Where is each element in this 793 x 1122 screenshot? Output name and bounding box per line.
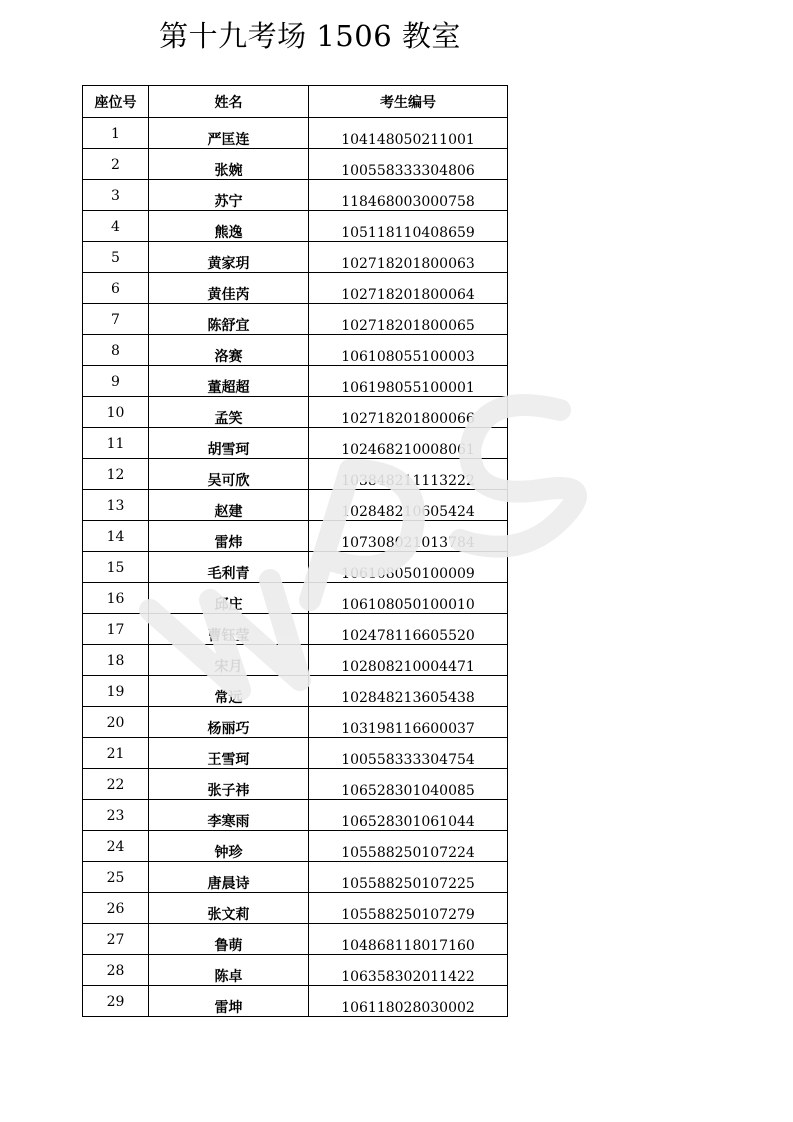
table-row bbox=[83, 707, 508, 738]
exam-id-cell bbox=[309, 614, 508, 645]
exam-id-cell bbox=[309, 862, 508, 893]
seat-cell-text: 25 bbox=[106, 870, 125, 886]
name-cell-text: 李寒雨 bbox=[207, 814, 250, 830]
name-cell-text: 张文莉 bbox=[207, 907, 250, 923]
name-cell-text: 黄佳芮 bbox=[207, 287, 250, 303]
seat-cell-text: 4 bbox=[111, 219, 120, 235]
header-name: 姓名 bbox=[149, 86, 309, 118]
seat-cell-text: 15 bbox=[106, 560, 125, 576]
table-row bbox=[83, 428, 508, 459]
table-row bbox=[83, 366, 508, 397]
seat-cell-text: 7 bbox=[111, 312, 120, 328]
table-header-row bbox=[83, 86, 508, 118]
seat-cell-text: 14 bbox=[106, 529, 125, 545]
name-cell-text: 钟珍 bbox=[214, 845, 243, 861]
name-cell-text: 赵建 bbox=[214, 504, 243, 520]
name-cell bbox=[149, 645, 309, 676]
name-cell bbox=[149, 459, 309, 490]
name-cell bbox=[149, 676, 309, 707]
name-cell bbox=[149, 893, 309, 924]
seat-cell bbox=[83, 614, 149, 645]
table-row bbox=[83, 986, 508, 1017]
seat-cell-text: 21 bbox=[106, 746, 125, 762]
seat-cell bbox=[83, 366, 149, 397]
seat-cell bbox=[83, 335, 149, 366]
table-row bbox=[83, 831, 508, 862]
exam-id-cell bbox=[309, 924, 508, 955]
seat-cell-text: 27 bbox=[106, 932, 125, 948]
exam-id-cell bbox=[309, 459, 508, 490]
exam-id-cell-text: 102718201800065 bbox=[341, 318, 475, 334]
seat-cell bbox=[83, 428, 149, 459]
seat-cell-text: 5 bbox=[111, 250, 120, 266]
exam-id-cell bbox=[309, 893, 508, 924]
seat-cell bbox=[83, 738, 149, 769]
seat-cell bbox=[83, 986, 149, 1017]
table-row bbox=[83, 459, 508, 490]
seat-cell-text: 24 bbox=[106, 839, 125, 855]
exam-id-cell-text: 102468210008061 bbox=[341, 442, 475, 458]
seat-cell-text: 22 bbox=[106, 777, 125, 793]
table-row bbox=[83, 118, 508, 149]
table-row bbox=[83, 180, 508, 211]
name-cell bbox=[149, 335, 309, 366]
name-cell-text: 唐晨诗 bbox=[207, 876, 250, 892]
exam-id-cell-text: 102718201800063 bbox=[341, 256, 475, 272]
seat-cell bbox=[83, 955, 149, 986]
exam-id-cell-text: 106528301040085 bbox=[341, 783, 475, 799]
exam-id-cell bbox=[309, 800, 508, 831]
seating-table bbox=[82, 85, 508, 1017]
exam-id-cell-text: 100558333304806 bbox=[341, 163, 475, 179]
exam-id-cell-text: 118468003000758 bbox=[341, 194, 475, 210]
seat-cell-text: 11 bbox=[106, 436, 125, 452]
header-exam-id: 考生编号 bbox=[309, 86, 508, 118]
name-cell bbox=[149, 831, 309, 862]
table-row bbox=[83, 893, 508, 924]
name-cell bbox=[149, 800, 309, 831]
seat-cell bbox=[83, 552, 149, 583]
seat-cell-text: 17 bbox=[106, 622, 125, 638]
exam-id-cell-text: 105118110408659 bbox=[341, 225, 475, 241]
seat-cell bbox=[83, 459, 149, 490]
table-row bbox=[83, 242, 508, 273]
exam-id-cell-text: 102718201800064 bbox=[341, 287, 475, 303]
name-cell-text: 胡雪珂 bbox=[207, 442, 250, 458]
exam-id-cell-text: 106528301061044 bbox=[341, 814, 475, 830]
table-row bbox=[83, 521, 508, 552]
seat-cell bbox=[83, 242, 149, 273]
name-cell bbox=[149, 862, 309, 893]
table-row bbox=[83, 676, 508, 707]
exam-id-cell bbox=[309, 707, 508, 738]
exam-id-cell-text: 106198055100001 bbox=[341, 380, 475, 396]
table-row bbox=[83, 769, 508, 800]
exam-id-cell-text: 105588250107279 bbox=[341, 907, 475, 923]
seat-cell-text: 28 bbox=[106, 963, 125, 979]
exam-id-cell-text: 102848210605424 bbox=[341, 504, 475, 520]
table-row bbox=[83, 583, 508, 614]
seat-cell-text: 2 bbox=[111, 157, 120, 173]
seat-cell bbox=[83, 304, 149, 335]
exam-id-cell bbox=[309, 986, 508, 1017]
exam-id-cell bbox=[309, 955, 508, 986]
name-cell bbox=[149, 118, 309, 149]
name-cell bbox=[149, 397, 309, 428]
exam-id-cell-text: 102718201800066 bbox=[341, 411, 475, 427]
exam-id-cell bbox=[309, 645, 508, 676]
name-cell bbox=[149, 769, 309, 800]
seat-cell bbox=[83, 211, 149, 242]
name-cell bbox=[149, 211, 309, 242]
exam-id-cell-text: 106108055100003 bbox=[341, 349, 475, 365]
exam-id-cell-text: 102478116605520 bbox=[341, 628, 475, 644]
name-cell-text: 张子祎 bbox=[207, 783, 250, 799]
name-cell-text: 张婉 bbox=[214, 163, 243, 179]
exam-id-cell bbox=[309, 397, 508, 428]
table-row bbox=[83, 614, 508, 645]
name-cell-text: 苏宁 bbox=[214, 194, 243, 210]
name-cell-text: 雷坤 bbox=[214, 1000, 243, 1016]
exam-id-cell-text: 106108050100010 bbox=[341, 597, 475, 613]
name-cell bbox=[149, 180, 309, 211]
seat-cell bbox=[83, 180, 149, 211]
exam-id-cell bbox=[309, 552, 508, 583]
name-cell-text: 严匡连 bbox=[207, 132, 250, 148]
seat-cell bbox=[83, 707, 149, 738]
seat-cell-text: 18 bbox=[106, 653, 125, 669]
table-row bbox=[83, 645, 508, 676]
exam-id-cell bbox=[309, 831, 508, 862]
table-row bbox=[83, 273, 508, 304]
name-cell bbox=[149, 490, 309, 521]
seat-cell-text: 23 bbox=[106, 808, 125, 824]
name-cell bbox=[149, 955, 309, 986]
exam-id-cell bbox=[309, 180, 508, 211]
seat-cell bbox=[83, 273, 149, 304]
seat-cell-text: 20 bbox=[106, 715, 125, 731]
exam-id-cell bbox=[309, 273, 508, 304]
exam-id-cell-text: 106358302011422 bbox=[341, 969, 475, 985]
name-cell bbox=[149, 521, 309, 552]
exam-id-cell bbox=[309, 738, 508, 769]
seat-cell bbox=[83, 645, 149, 676]
exam-id-cell bbox=[309, 428, 508, 459]
exam-id-cell bbox=[309, 118, 508, 149]
table-row bbox=[83, 149, 508, 180]
table-row bbox=[83, 335, 508, 366]
name-cell-text: 董超超 bbox=[207, 380, 250, 396]
seat-cell-text: 3 bbox=[111, 188, 120, 204]
seat-cell bbox=[83, 800, 149, 831]
exam-id-cell-text: 106118028030002 bbox=[341, 1000, 475, 1016]
name-cell bbox=[149, 552, 309, 583]
name-cell-text: 王雪珂 bbox=[207, 752, 250, 768]
name-cell-text: 黄家玥 bbox=[207, 256, 250, 272]
name-cell-text: 毛利青 bbox=[207, 566, 250, 582]
exam-id-cell bbox=[309, 583, 508, 614]
exam-id-cell bbox=[309, 521, 508, 552]
name-cell bbox=[149, 986, 309, 1017]
seat-cell-text: 16 bbox=[106, 591, 125, 607]
seat-cell-text: 12 bbox=[106, 467, 125, 483]
table-row bbox=[83, 552, 508, 583]
seat-cell bbox=[83, 149, 149, 180]
name-cell bbox=[149, 273, 309, 304]
name-cell-text: 常远 bbox=[214, 690, 243, 706]
name-cell-text: 孟笑 bbox=[214, 411, 243, 427]
name-cell-text: 雷炜 bbox=[214, 535, 243, 551]
name-cell-text: 熊逸 bbox=[214, 225, 243, 241]
exam-id-cell bbox=[309, 490, 508, 521]
header-seat: 座位号 bbox=[83, 86, 149, 118]
seat-cell-text: 13 bbox=[106, 498, 125, 514]
exam-id-cell-text: 104148050211001 bbox=[341, 132, 475, 148]
seat-cell-text: 9 bbox=[111, 374, 120, 390]
seat-cell bbox=[83, 118, 149, 149]
exam-id-cell-text: 102808210004471 bbox=[341, 659, 475, 675]
seat-cell bbox=[83, 924, 149, 955]
seat-cell bbox=[83, 769, 149, 800]
table-row bbox=[83, 924, 508, 955]
exam-id-cell-text: 102848213605438 bbox=[341, 690, 475, 706]
seat-cell-text: 19 bbox=[106, 684, 125, 700]
name-cell bbox=[149, 366, 309, 397]
seat-cell bbox=[83, 521, 149, 552]
table-row bbox=[83, 397, 508, 428]
exam-id-cell-text: 100558333304754 bbox=[341, 752, 475, 768]
seat-cell-text: 10 bbox=[106, 405, 125, 421]
table-row bbox=[83, 862, 508, 893]
exam-id-cell-text: 106108050100009 bbox=[341, 566, 475, 582]
seat-cell bbox=[83, 490, 149, 521]
seat-cell bbox=[83, 397, 149, 428]
name-cell-text: 邱庄 bbox=[214, 597, 243, 613]
exam-id-cell-text: 105588250107225 bbox=[341, 876, 475, 892]
seat-cell-text: 29 bbox=[106, 994, 125, 1010]
table-row bbox=[83, 955, 508, 986]
seat-cell bbox=[83, 893, 149, 924]
name-cell-text: 曹钰莹 bbox=[207, 628, 250, 644]
name-cell bbox=[149, 583, 309, 614]
seat-cell-text: 26 bbox=[106, 901, 125, 917]
seat-cell bbox=[83, 862, 149, 893]
name-cell-text: 陈舒宜 bbox=[207, 318, 250, 334]
table-row bbox=[83, 738, 508, 769]
name-cell bbox=[149, 242, 309, 273]
exam-id-cell bbox=[309, 366, 508, 397]
exam-id-cell-text: 105588250107224 bbox=[341, 845, 475, 861]
exam-id-cell-text: 103198116600037 bbox=[341, 721, 475, 737]
name-cell bbox=[149, 707, 309, 738]
name-cell bbox=[149, 738, 309, 769]
exam-id-cell bbox=[309, 242, 508, 273]
exam-id-cell-text: 103848211113222 bbox=[341, 473, 475, 489]
exam-id-cell-text: 107308021013784 bbox=[341, 535, 475, 551]
name-cell bbox=[149, 614, 309, 645]
exam-id-cell bbox=[309, 211, 508, 242]
name-cell-text: 陈卓 bbox=[214, 969, 243, 985]
table-row bbox=[83, 800, 508, 831]
name-cell-text: 宋月 bbox=[214, 659, 243, 675]
table-row bbox=[83, 304, 508, 335]
exam-id-cell bbox=[309, 769, 508, 800]
seat-cell-text: 1 bbox=[111, 126, 120, 142]
name-cell bbox=[149, 304, 309, 335]
exam-id-cell bbox=[309, 335, 508, 366]
seat-cell-text: 8 bbox=[111, 343, 120, 359]
seat-cell bbox=[83, 831, 149, 862]
name-cell bbox=[149, 149, 309, 180]
seat-cell-text: 6 bbox=[111, 281, 120, 297]
name-cell bbox=[149, 924, 309, 955]
seat-cell bbox=[83, 676, 149, 707]
name-cell-text: 鲁萌 bbox=[214, 938, 243, 954]
exam-id-cell bbox=[309, 676, 508, 707]
name-cell-text: 吴可欣 bbox=[207, 473, 250, 489]
page-title: 第十九考场 1506 教室 bbox=[159, 19, 461, 53]
name-cell bbox=[149, 428, 309, 459]
table-row bbox=[83, 490, 508, 521]
name-cell-text: 洛赛 bbox=[214, 349, 243, 365]
table-row bbox=[83, 211, 508, 242]
exam-id-cell-text: 104868118017160 bbox=[341, 938, 475, 954]
exam-id-cell bbox=[309, 149, 508, 180]
name-cell-text: 杨丽巧 bbox=[207, 721, 250, 737]
exam-id-cell bbox=[309, 304, 508, 335]
seat-cell bbox=[83, 583, 149, 614]
